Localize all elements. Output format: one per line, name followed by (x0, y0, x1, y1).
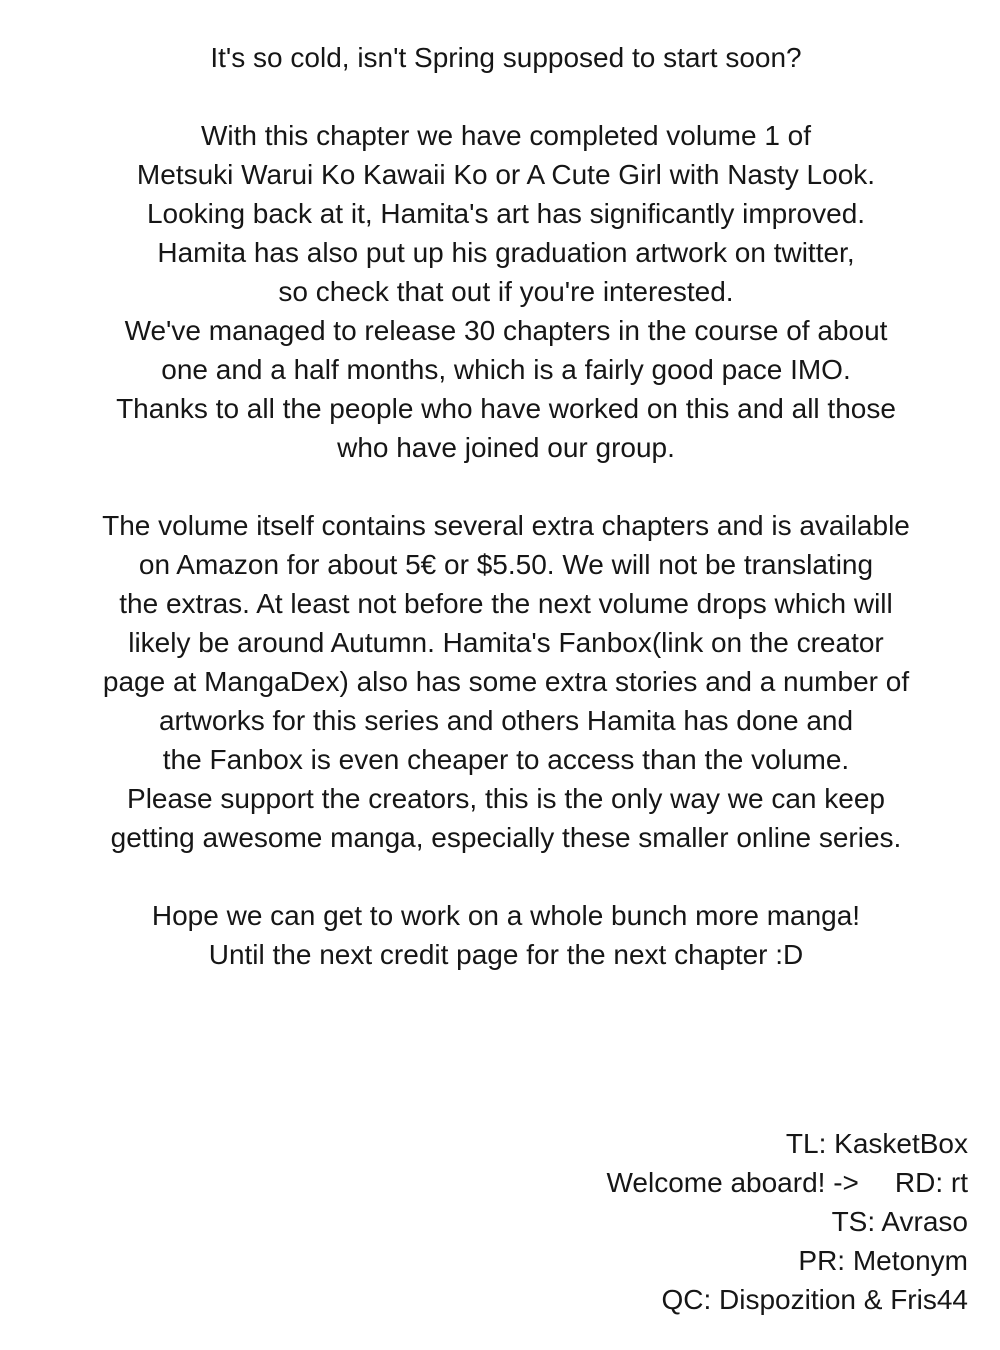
text-line: likely be around Autumn. Hamita's Fanbox(link on the creator (128, 627, 884, 658)
text-line: one and a half months, which is a fairly good pace IMO. (161, 354, 851, 385)
credit-text: PR: Metonym (798, 1245, 968, 1276)
credit-text: RD: rt (894, 1167, 968, 1198)
text-line: who have joined our group. (337, 432, 675, 463)
paragraph-intro (12, 38, 1000, 77)
credit-line-rd (607, 1163, 969, 1202)
text-line: the extras. At least not before the next volume drops which will (119, 588, 893, 619)
credit-text: QC: Dispozition & Fris44 (661, 1284, 968, 1315)
credit-text: TS: Avraso (831, 1206, 968, 1237)
text-line: Until the next credit page for the next chapter :D (208, 939, 804, 970)
text-line: Please support the creators, this is the only way we can keep (127, 783, 885, 814)
paragraph-volume-info (12, 506, 1000, 857)
text-line: The volume itself contains several extra chapters and is available (102, 510, 910, 541)
text-line: the Fanbox is even cheaper to access than the volume. (162, 744, 850, 775)
text-line: artworks for this series and others Hamita has done and (158, 705, 854, 736)
credit-text: TL: KasketBox (785, 1128, 968, 1159)
credits-block (607, 1124, 969, 1319)
credit-line-pr (607, 1241, 969, 1280)
credit-line-tl (607, 1124, 969, 1163)
text-line: Hope we can get to work on a whole bunch more manga! (151, 900, 861, 931)
text-line: Metsuki Warui Ko Kawaii Ko or A Cute Girl with Nasty Look. (136, 159, 876, 190)
credit-line-ts (607, 1202, 969, 1241)
text-line: We've managed to release 30 chapters in the course of about (124, 315, 888, 346)
text-line: page at MangaDex) also has some extra stories and a number of (102, 666, 910, 697)
credit-line-qc (607, 1280, 969, 1319)
body-text (12, 38, 1000, 1013)
paragraph-outro (12, 896, 1000, 974)
text-line: Hamita has also put up his graduation artwork on twitter, (157, 237, 855, 268)
text-line: With this chapter we have completed volume 1 of (200, 120, 812, 151)
text-line: on Amazon for about 5€ or $5.50. We will not be translating (138, 549, 874, 580)
paragraph-volume-complete (12, 116, 1000, 467)
text-line: Looking back at it, Hamita's art has significantly improved. (146, 198, 866, 229)
text-line: It's so cold, isn't Spring supposed to start soon? (210, 42, 802, 73)
text-line: Thanks to all the people who have worked on this and all those (116, 393, 896, 424)
credit-note-welcome: Welcome aboard! -> (606, 1167, 859, 1198)
text-line: so check that out if you're interested. (278, 276, 734, 307)
text-line: getting awesome manga, especially these smaller online series. (110, 822, 902, 853)
